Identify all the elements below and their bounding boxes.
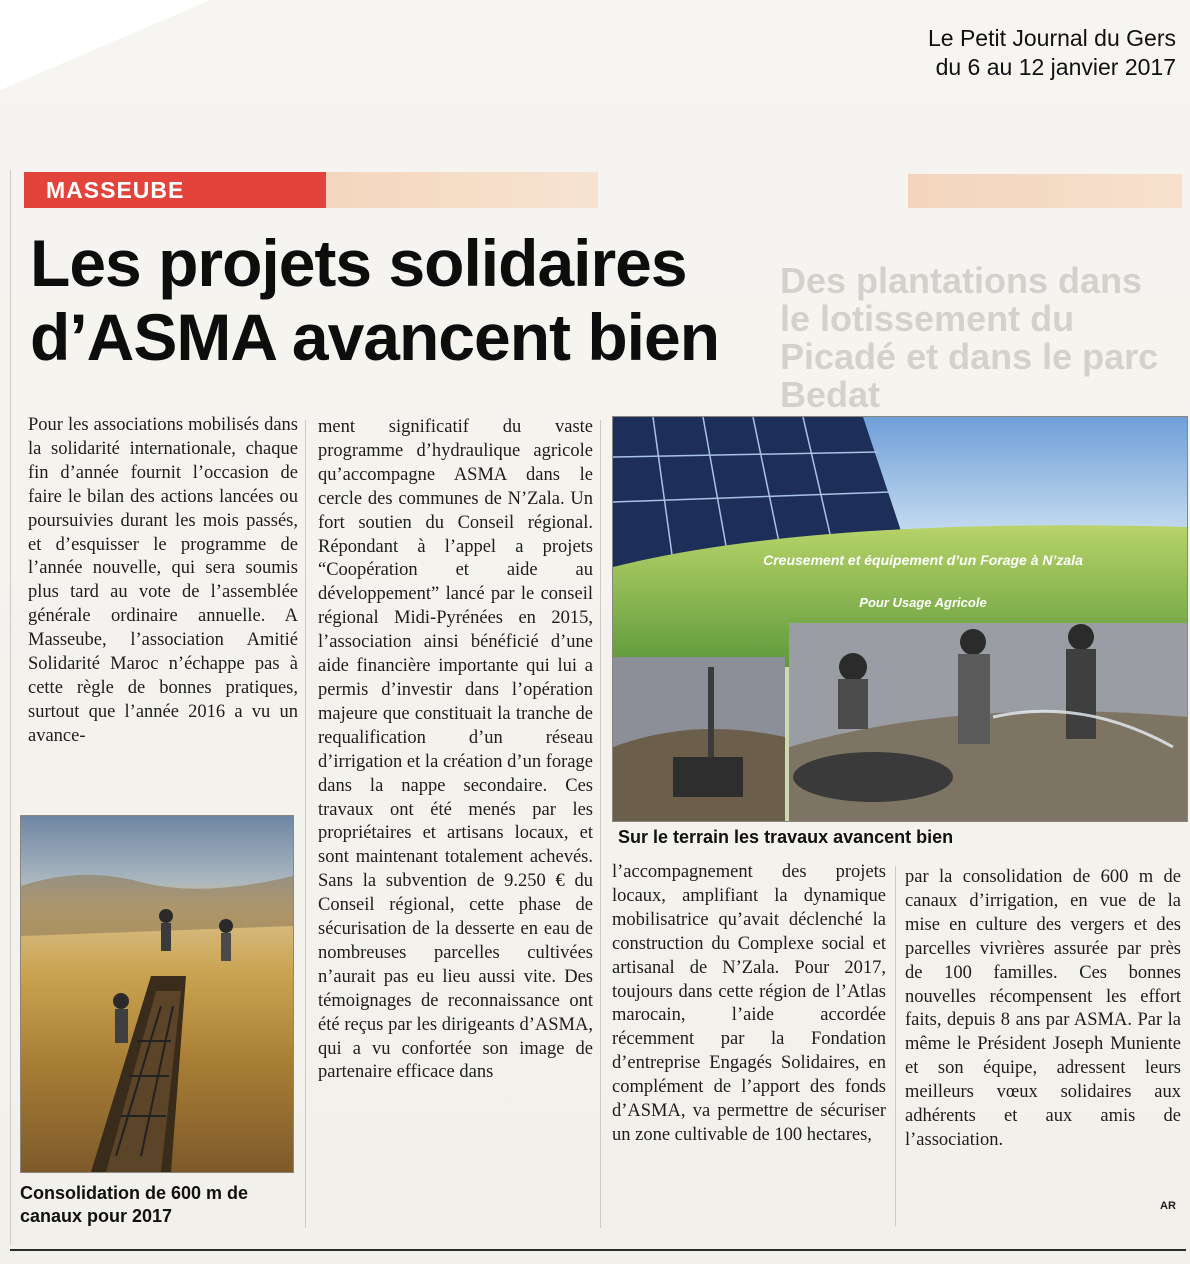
banner-title: Creusement et équipement d’un Forage à N’zala (763, 552, 1083, 568)
article-text: par la consolidation de 600 m de canaux d’irrigation, en vue de la mise en culture des vergers et des parcelles vivrières assurée par près de 100 familles. Ces bonnes nouvelles récompensent les effort faits, depuis 8 ans par ASMA. Par la même le Président Joseph Muniente et son équipe, adressent leurs meilleurs vœux solidaires aux adhérents et aux amis de l’association. (905, 867, 1181, 1150)
bottom-rule (10, 1249, 1186, 1251)
article-text: Pour les associations mobilisés dans la solidarité internationale, chaque fin d’année fournit l’occasion de faire le bilan des actions lancées ou poursuivies durant les mois passés, et d’esquisser le programme de l’année nouvelle, qui sera soumis plus tard au vote de l’assemblée générale ordinaire annuelle. A Masseube, l’association Amitié Solidarité Maroc n’échappe pas à cette règle de bonnes pratiques, surtout que l’année 2016 a vu un avance- (28, 415, 298, 746)
section-ghost-bar (326, 172, 598, 208)
field-works-photo (612, 416, 1188, 822)
column-separator (305, 420, 306, 1228)
column-separator (600, 420, 601, 1228)
article-column-2 (318, 416, 593, 1085)
right-photo-caption: Sur le terrain les travaux avancent bien (618, 827, 954, 847)
article-text: ment significatif du vaste programme d’hydraulique agricole qu’accompagne ASMA dans le cercle des communes de N’Zala. Un fort soutien du Conseil régional. Répondant à l’appel a projets “Coopération et aide au développement” lancé par le conseil régional Midi-Pyrénées en 2015, l’association ainsi bénéficié d’une aide financière importante qui lui a permis d’investir dans l’opération majeure que constituait la tranche de requalification d’un réseau d’irrigation et la création d’un forage dans la nappe secondaire. Ces travaux ont été menés par les propriétaires et artisans locaux, et sont maintenant totalement achevés. Sans la subvention de 9.250 € du Conseil régional, cette phase de sécurisation de la desserte en eau de nombreuses parcelles cultivées n’aurait pas eu lieu aussi vite. Des témoignages de reconnaissance ont été reçus par les dirigeants d’ASMA, qui a vu confortée son image de partenaire efficace dans (318, 417, 593, 1083)
author-signature: AR (1160, 1200, 1176, 1212)
article-column-1 (28, 414, 298, 749)
publication-name: Le Petit Journal du Gers (927, 25, 1176, 51)
headline-line-2: d’ASMA avancent bien (30, 300, 720, 374)
canal-photo (20, 815, 294, 1173)
article-column-4 (905, 866, 1181, 1153)
publication-info (928, 24, 1176, 82)
article-column-3 (612, 861, 886, 1148)
section-ghost-bar-right (908, 174, 1182, 208)
canal-photo-illustration (21, 816, 293, 1172)
headline-line-1: Les projets solidaires (30, 226, 687, 300)
publication-date: du 6 au 12 janvier 2017 (935, 54, 1176, 80)
section-tag: MASSEUBE (24, 172, 326, 208)
banner-subtitle: Pour Usage Agricole (859, 595, 987, 610)
folded-corner (0, 0, 210, 90)
column-separator (895, 866, 896, 1226)
left-page-edge (10, 170, 11, 1245)
ghost-heading-right: Des plantations dans le lotissement du Picadé et dans le parc Bedat (780, 260, 1159, 415)
headline (30, 226, 830, 374)
article-text: l’accompagnement des projets locaux, amplifiant la dynamique mobilisatrice qu’avait déclenché la construction du Complexe social et artisanal de N’Zala. Pour 2017, toujours dans cette région de l’Atlas marocain, l’aide accordée récemment par la Fondation d’entreprise Engagés Solidaires, en complément de l’apport des fonds d’ASMA, va permettre de sécuriser un zone cultivable de 100 hectares, (612, 862, 886, 1145)
field-works-illustration (613, 417, 1187, 821)
left-photo-caption: Consolidation de 600 m de canaux pour 2017 (20, 1183, 249, 1226)
